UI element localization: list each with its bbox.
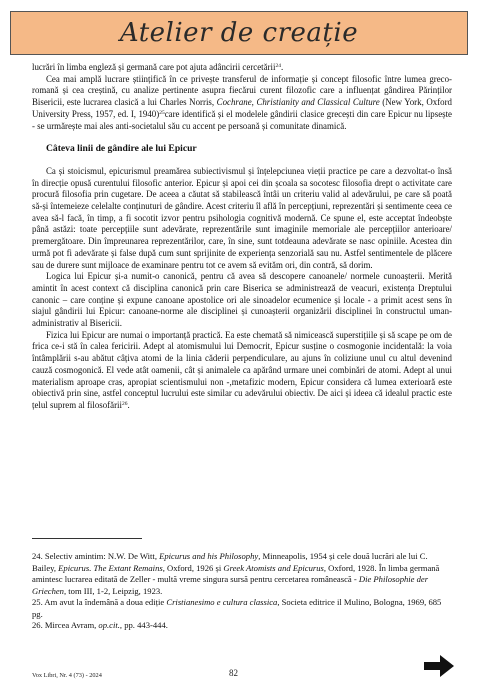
paragraph-text: care identifică și el modelele gândirii clasice grecești din care Epicur nu lipsește - se urmărește mai ales anti-societalul său cu accent pe persoană și comunitate dinamică. (32, 108, 452, 131)
footnote-ref[interactable]: 26 (121, 400, 128, 407)
paragraph-text: lucrări în limba engleză și germană care pot ajuta adâncirii cercetării (32, 62, 276, 72)
paragraph (32, 74, 452, 133)
paragraph-text: Cea mai amplă lucrare științifică în ce privește transferul de informație și concept filosofic între lumea greco-romană și cea creștină, cu analize pertinente asupra fiecărui curent filozofic care a influențat gândirea Părinților Bisericii, este lucrarea clasică a lui Charles Norris, (32, 73, 452, 108)
book-title: Cochrane, Christianity and Classical Culture (216, 97, 380, 108)
section-heading: Câteva linii de gândire ale lui Epicur (46, 143, 197, 155)
paragraph (32, 62, 452, 74)
right-arrow-icon[interactable] (424, 655, 454, 677)
paragraph: Ca și stoicismul, epicurismul preamărea subiectivismul și înțelepciunea vieții practice pe care a dezvoltat-o însă în direcție opusă curentului filosofic anterior. Epicur și apoi cei din școala sa socotesc filosofia drept o activitate care procură filosofia prin cugetare. De aceea a căutat să stabilească întâi un criteriu valid al adevărului, pe care să poată să-și întemeieze celelalte conținuturi de gândire. Acest criteriu îl află în percepțiuni, reprezentări și sentimente ceea ce avea să-l facă, în timp, a fi socotit izvor pentru psihologia cognitivă modernă. Ce spune el, este acceptat îndeobște până astăzi: toate percepțiile sunt adevărate, reprezentările sunt imaginile memoriale ale percepțiilor anterioare/ premergătoare. Din împreunarea reprezentărilor, care, în sine, sunt totdeauna adevărate se nasc opiniile. Acestea din urmă pot fi adevărate și false după cum sunt sprijinite de experiența senzorială sau nu. Astfel sentimentele de plăcere sau de durere sunt mijloace de examinare pentru tot ce avem să evităm ori, din contră, să dorim. (32, 165, 452, 270)
footnote-26: 26. Mircea Avram, op.cit., pp. 443-444. (32, 620, 168, 630)
article-body (32, 62, 452, 412)
footnote-separator (32, 538, 142, 539)
journal-issue: Vox Libri, Nr. 4 (73) - 2024 (32, 672, 102, 679)
paragraph-text: . (280, 62, 284, 72)
paragraph-text: (New York, Oxford University Press, 1957, ed. I, 1940) (32, 97, 452, 119)
paragraph-text: Fizica lui Epicur are numai o importanță practică. Ea este chemată să nimicească superstițiile și să scape pe om de frica ce-i stă în calea fericirii. Adept al atomismului lui Democrit, Epicur susține o cosmogonie incidentală: la voia întâmplării s-au abătut câțiva atomi de la linia căderii perpendiculare, au ajuns în coliziune unul cu altul devenind cauză cosmogonică. El vede atât oamenii, cât și animalele ca apărând urmare unei combinări de atomi. Adept al unui materialism aproape cras, apropiat scientismului non -,metafizic modern, Epicur considera că lumea exterioară este obiectivă prin sine, astfel conceptul lucrului este similar cu adevărului obiectiv. De aici și ideea că idealul practic este țelul suprem al filosofării (32, 329, 452, 410)
footnotes (32, 551, 448, 632)
paragraph: Logica lui Epicur și-a numit-o canonică, pentru că avea să descopere canoanele/ normele cunoașterii. Merită amintit în acest context că disciplina canonică prin care Biserica se administrează de veacuri, existența Dreptului canonic – care conține și expune canoane apostolice ori ale sinoadelor ecumenice și locale - a primit acest sens în siajul gândirii lui Epicur: canoane-norme ale disciplinei și cunoașterii organizării disciplinei în constructul uman-administrativ al Bisericii. (32, 271, 452, 329)
paragraph-text: . (127, 399, 130, 410)
footnote-24: 24. Selectiv amintim: N.W. De Witt, Epicurus and his Philosophy, Minneapolis, 1954 și cele două lucrări ale lui C. Bailey, Epicurus. The Extant Remains, Oxford, 1926 și Greek Atomists and Epicurus, Oxford, 1928. În limba germană amintesc lucrarea editată de Zeller - multă vreme singura sursă pentru cercetarea românească - Die Philosophie der Griechen, tom III, 1-2, Leipzig, 1923. (32, 551, 440, 596)
footnote-ref[interactable]: 24 (275, 63, 281, 69)
footnote-25: 25. Am avut la îndemână a doua ediție Cristianesimo e cultura classica, Societa editrice il Mulino, Bologna, 1969, 685 pg. (32, 597, 442, 619)
section-banner (10, 11, 468, 55)
page-number: 82 (229, 668, 238, 678)
section-title: Atelier de creație (119, 18, 359, 48)
paragraph (32, 330, 452, 412)
footnote-ref[interactable]: 25 (159, 109, 165, 116)
